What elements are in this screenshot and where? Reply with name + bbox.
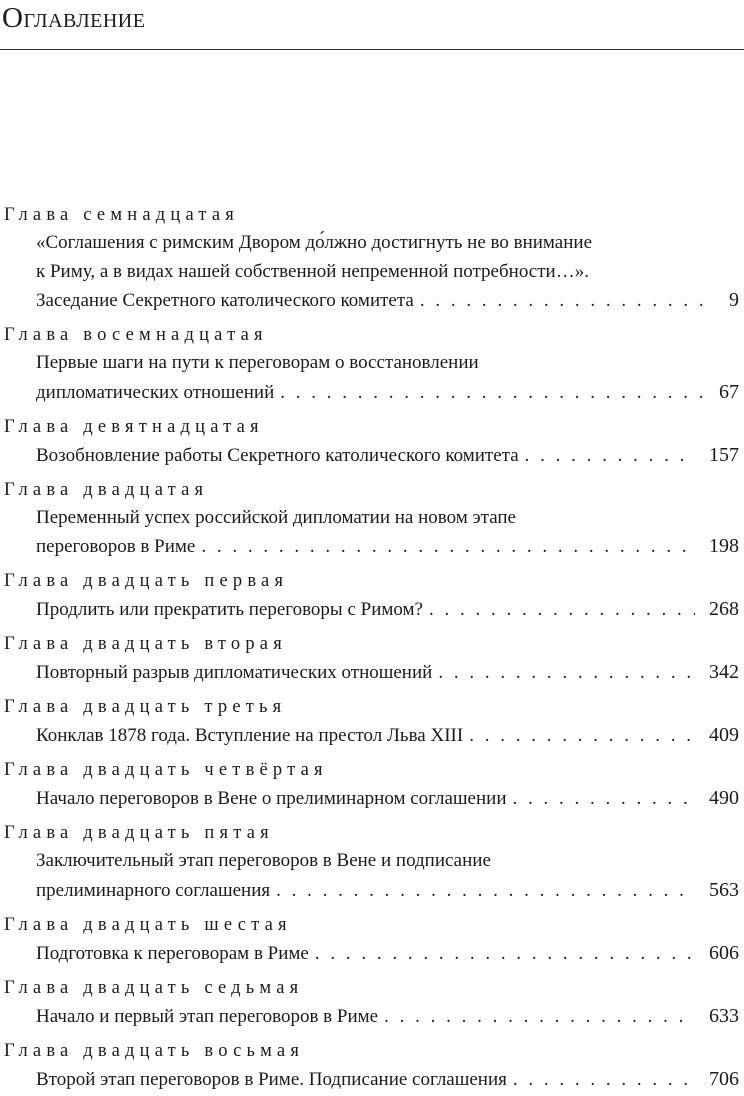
page-number: 409 — [709, 724, 739, 746]
entry-title-line: переговоров в Риме — [36, 536, 196, 557]
entry-title-line: дипломатических отношений — [36, 381, 275, 403]
dot-leader — [384, 1003, 695, 1032]
chapter-label: Глава двадцать третья — [4, 697, 287, 717]
entry-title-line: Повторный разрыв дипломатических отношений — [36, 662, 433, 683]
entry-title-line: Конклав 1878 года. Вступление на престол Льва XIII — [36, 725, 464, 746]
toc-entry — [36, 847, 739, 904]
table-of-contents — [0, 201, 744, 1093]
entry-title-line: к Риму, а в видах нашей собственной непременной потребности…». — [36, 260, 589, 282]
toc-chapter-25 — [0, 819, 744, 911]
toc-chapter-17 — [0, 201, 744, 321]
page-number: 342 — [709, 661, 739, 683]
entry-last-line — [36, 876, 739, 905]
entry-title-line: Второй этап переговоров в Риме. Подписание соглашения — [36, 1068, 507, 1090]
chapter-label: Глава двадцать вторая — [4, 634, 287, 654]
chapter-label: Глава двадцать восьмая — [4, 1040, 305, 1061]
entry-last-line — [36, 378, 739, 407]
toc-chapter-21 — [0, 567, 744, 630]
dot-leader — [513, 785, 696, 814]
entry-last-line — [36, 595, 739, 624]
toc-entry — [36, 784, 739, 813]
entry-last-line — [36, 658, 739, 687]
chapter-label: Глава девятнадцатая — [4, 416, 264, 437]
heading-divider — [0, 49, 744, 50]
page-number: 606 — [709, 941, 739, 964]
entry-title-line: Переменный успех российской дипломатии на новом этапе — [36, 506, 516, 528]
chapter-label: Глава двадцать пятая — [4, 823, 274, 843]
entry-title-line: прелиминарного соглашения — [36, 879, 271, 901]
dot-leader — [315, 940, 695, 969]
chapter-label: Глава двадцать четвёртая — [4, 760, 328, 780]
toc-chapter-27 — [0, 974, 744, 1037]
toc-chapter-20 — [0, 476, 744, 568]
toc-chapter-26 — [0, 911, 744, 974]
dot-leader — [438, 659, 695, 688]
toc-entry — [36, 939, 739, 968]
chapter-label: Глава восемнадцатая — [4, 325, 268, 345]
toc-entry — [36, 595, 739, 624]
page-number: 9 — [729, 289, 739, 311]
chapter-label: Глава двадцатая — [4, 479, 209, 500]
page-number: 490 — [709, 787, 739, 809]
toc-entry — [36, 658, 739, 687]
entry-title-line: Подготовка к переговорам в Риме — [36, 942, 309, 964]
entry-last-line — [36, 939, 739, 968]
toc-chapter-19 — [0, 413, 744, 476]
entry-title-line: «Соглашения с римским Двором до́лжно достигнуть не во внимание — [36, 232, 593, 253]
page-title: Оглавление — [2, 2, 146, 34]
toc-chapter-22 — [0, 630, 744, 693]
toc-entry — [36, 349, 739, 406]
toc-chapter-18 — [0, 321, 744, 413]
toc-entry — [36, 441, 739, 470]
entry-title-line: Первые шаги на пути к переговорам о восстановлении — [36, 352, 479, 373]
entry-title-line: Начало переговоров в Вене о прелиминарном соглашении — [36, 788, 507, 809]
page-number: 157 — [709, 443, 739, 466]
entry-last-line — [36, 1002, 739, 1031]
entry-last-line — [36, 784, 739, 813]
dot-leader — [513, 1066, 695, 1095]
page-number: 268 — [709, 598, 739, 620]
dot-leader — [429, 596, 695, 625]
toc-entry — [36, 1002, 739, 1031]
entry-last-line — [36, 532, 739, 561]
entry-last-line — [36, 721, 739, 750]
toc-chapter-28 — [0, 1037, 744, 1094]
page-number: 67 — [719, 380, 739, 403]
toc-entry — [36, 721, 739, 750]
dot-leader — [280, 379, 705, 408]
page-number: 633 — [709, 1004, 739, 1027]
entry-last-line — [36, 441, 739, 470]
toc-chapter-23 — [0, 693, 744, 756]
toc-chapter-24 — [0, 756, 744, 819]
dot-leader — [201, 533, 695, 562]
entry-title-line: Продлить или прекратить переговоры с Римом? — [36, 599, 423, 620]
page-number: 563 — [709, 878, 739, 901]
dot-leader — [525, 442, 695, 471]
page-number: 706 — [709, 1067, 739, 1090]
entry-title-line: Заседание Секретного католического комитета — [36, 290, 414, 311]
entry-title-line: Возобновление работы Секретного католического комитета — [36, 444, 519, 466]
dot-leader — [469, 722, 695, 751]
dot-leader — [276, 877, 695, 906]
page-number: 198 — [709, 535, 739, 557]
toc-entry — [36, 1065, 739, 1094]
toc-entry — [36, 504, 739, 561]
entry-title-line: Заключительный этап переговоров в Вене и подписание — [36, 850, 491, 871]
chapter-label: Глава семнадцатая — [4, 205, 240, 225]
chapter-label: Глава двадцать седьмая — [4, 977, 304, 998]
toc-entry — [36, 229, 739, 315]
entry-last-line — [36, 286, 739, 315]
chapter-label: Глава двадцать шестая — [4, 914, 292, 935]
dot-leader — [420, 287, 715, 316]
entry-title-line: Начало и первый этап переговоров в Риме — [36, 1005, 379, 1027]
chapter-label: Глава двадцать первая — [4, 571, 289, 591]
entry-last-line — [36, 1065, 739, 1094]
